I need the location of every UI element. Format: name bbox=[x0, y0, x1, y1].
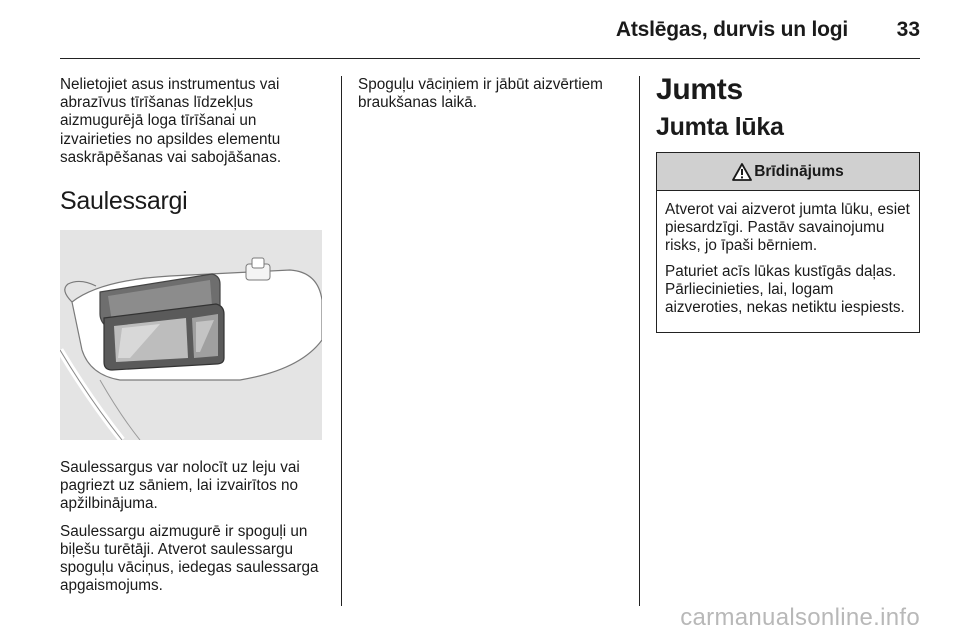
column-3 bbox=[656, 73, 920, 333]
subsection-title-sunroof: Jumta lūka bbox=[656, 113, 784, 141]
warning-box bbox=[656, 152, 920, 333]
header-title: Atslēgas, durvis un logi bbox=[615, 18, 848, 41]
watermark: carmanualsonline.info bbox=[680, 604, 920, 631]
sun-visor-paragraph-2: Saulessargu aizmugurē ir spoguļi un biļešu turētāji. Atverot saulessargu spoguļu vāciņus, iedegas saulessarga apgaismojums. bbox=[60, 522, 319, 595]
sun-visor-paragraph-1: Saulessargus var nolocīt uz leju vai pagriezt uz sāniem, lai izvairītos no apžilbinājuma. bbox=[60, 459, 300, 513]
header-rule bbox=[60, 58, 920, 59]
intro-paragraph: Nelietojiet asus instrumentus vai abrazīvus tīrīšanas līdzekļus aizmugurējā loga tīrīšanai un izvairieties no apsildes elementu saskrāpēšanas vai sabojāšanas. bbox=[60, 76, 282, 166]
warning-body bbox=[657, 191, 919, 332]
column-divider-1 bbox=[341, 76, 342, 606]
page-number: 33 bbox=[896, 18, 920, 41]
column-divider-2 bbox=[639, 76, 640, 606]
warning-triangle-icon bbox=[732, 163, 752, 181]
mirror-cover-paragraph: Spoguļu vāciņiem ir jābūt aizvērtiem braukšanas laikā. bbox=[358, 76, 603, 112]
warning-header bbox=[657, 153, 919, 191]
sun-visor-illustration bbox=[60, 230, 322, 440]
section-title-sun-visors: Saulessargi bbox=[60, 187, 188, 216]
column-2 bbox=[358, 76, 622, 121]
warning-paragraph-2: Paturiet acīs lūkas kustīgās daļas. Pārliecinieties, lai, logam aizveroties, nekas netiktu iespiests. bbox=[665, 262, 905, 317]
sun-visor-drawing bbox=[60, 230, 322, 440]
warning-title: Brīdinājums bbox=[754, 162, 844, 180]
section-title-roof: Jumts bbox=[656, 73, 743, 106]
warning-paragraph-1: Atverot vai aizverot jumta lūku, esiet piesardzīgi. Pastāv savainojumu risks, jo īpaši bērniem. bbox=[665, 201, 910, 255]
column-1 bbox=[60, 76, 326, 604]
